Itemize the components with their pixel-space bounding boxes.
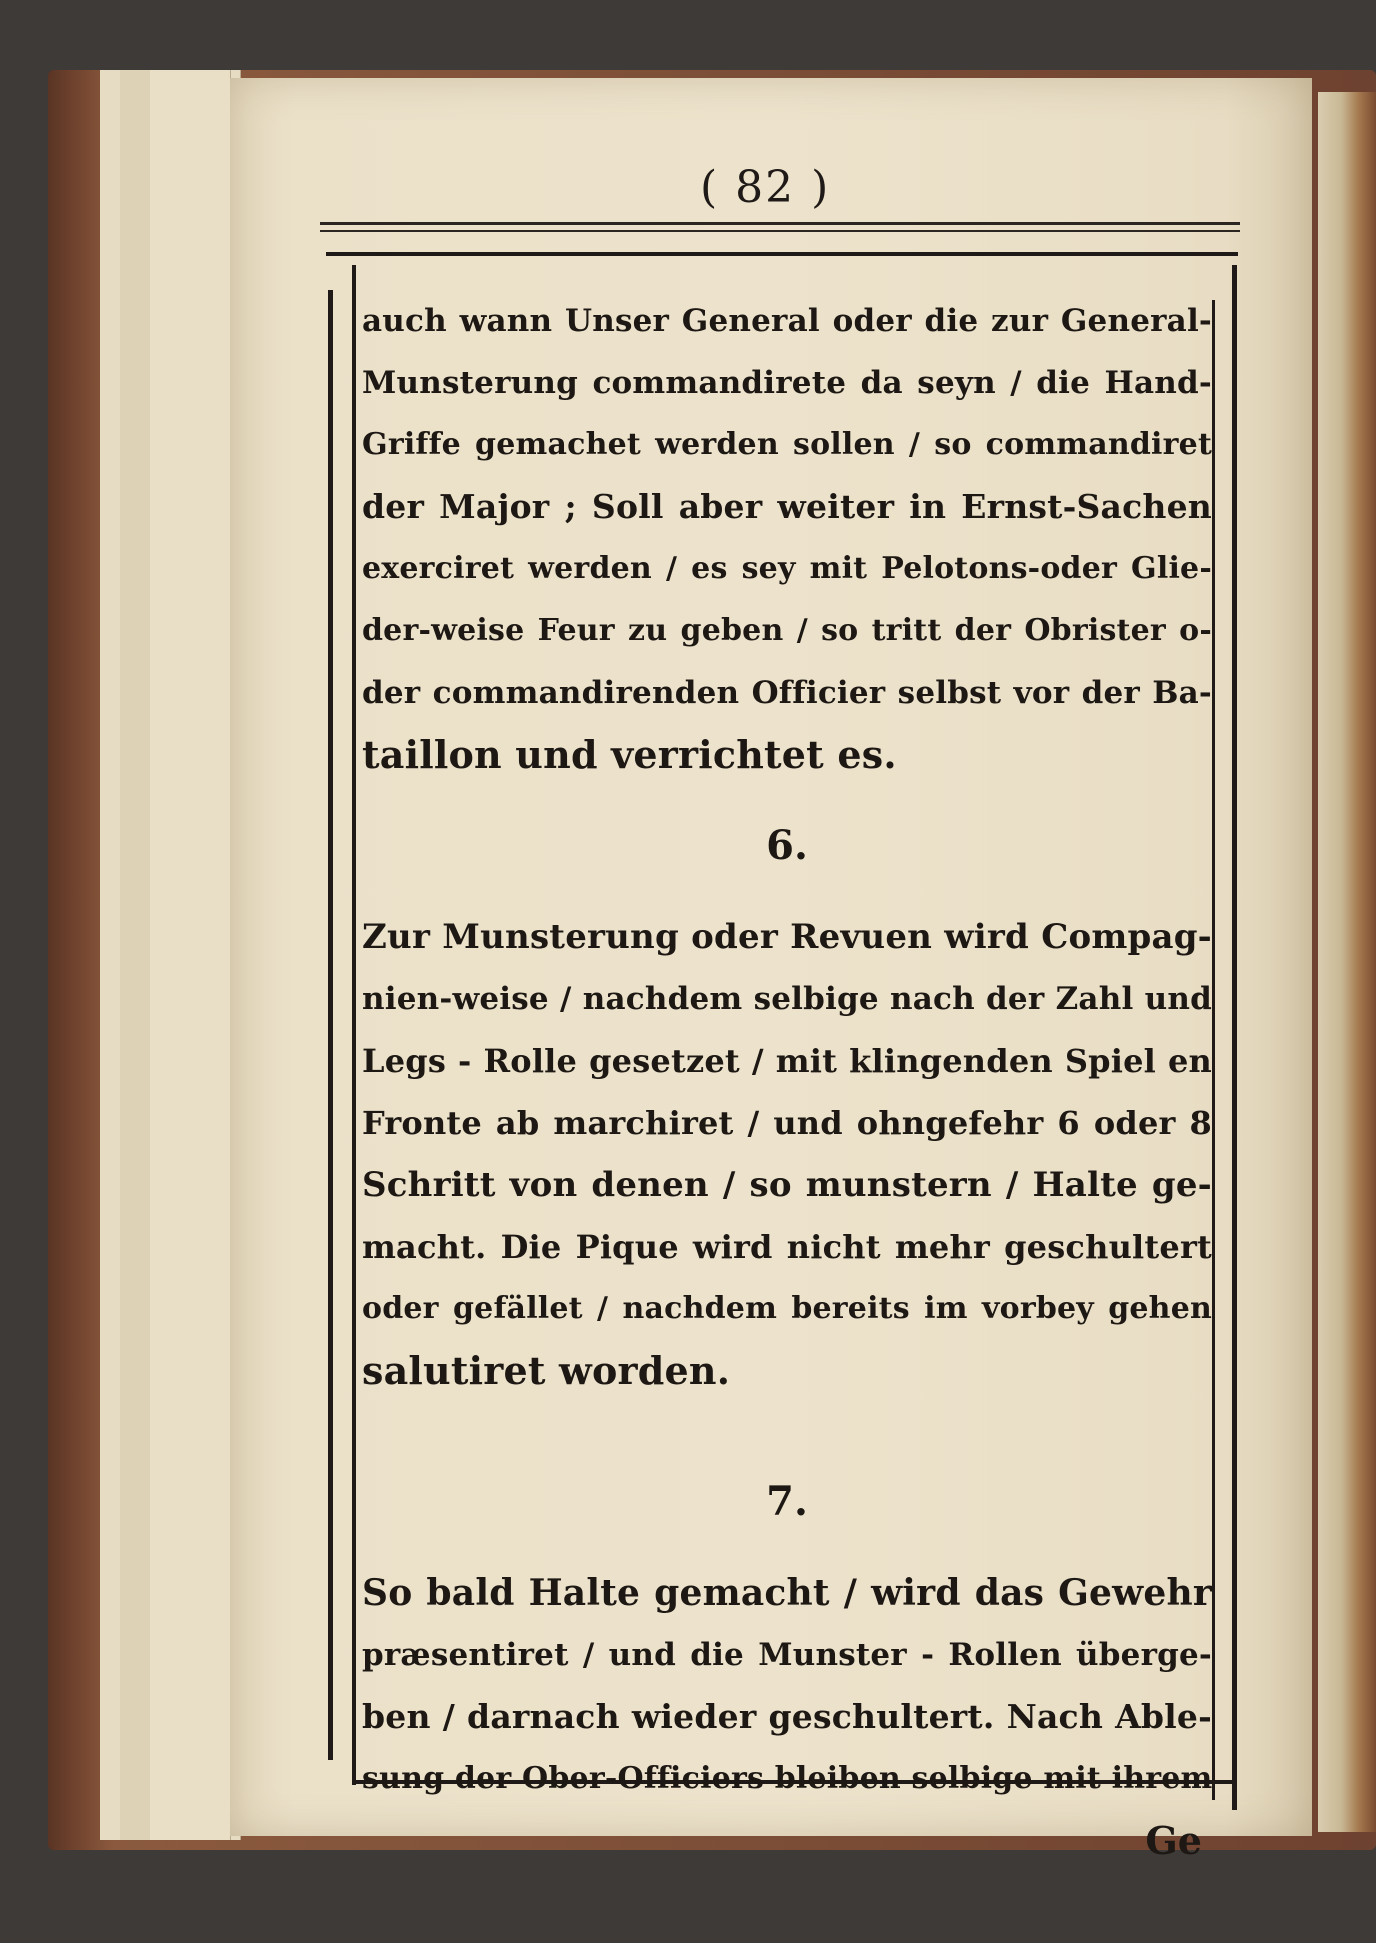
catchword: Ge [1145, 1818, 1202, 1863]
header-rule [320, 222, 1240, 225]
text-line: ben / darnach wieder geschultert. Nach Able- [362, 1697, 1212, 1736]
text-line: Munsterung commandirete da seyn / die Hand- [362, 365, 1212, 401]
text-line-last: taillon und verrichtet es. [362, 732, 897, 777]
text-line: auch wann Unser General oder die zur General- [362, 303, 1212, 339]
text-line: exerciret werden / es sey mit Pelotons-oder Glie- [362, 551, 1212, 586]
text-line: der-weise Feur zu geben / so tritt der Obrister o- [362, 613, 1212, 648]
text-frame-left-outer [328, 290, 333, 1760]
text-line: sung der Ober-Officiers bleiben selbige mit ihrem [362, 1761, 1212, 1796]
header-rule-secondary [320, 230, 1240, 232]
text-line: Legs - Rolle gesetzet / mit klingenden Spiel en [362, 1042, 1212, 1080]
paragraph-continued [362, 290, 1212, 786]
spacer [362, 1402, 1212, 1442]
page-number: ( 82 ) [700, 162, 831, 213]
text-line: Griffe gemachet werden sollen / so commandiret [362, 427, 1212, 462]
text-line: nien-weise / nachdem selbige nach der Zahl und [362, 981, 1212, 1017]
page-stack-edges-front [150, 70, 231, 1840]
text-frame-left-inner [352, 265, 356, 1785]
text-frame-right-outer [1232, 265, 1237, 1810]
text-line: Fronte ab marchiret / und ohngefehr 6 oder 8 [362, 1104, 1212, 1142]
paragraph-section-6 [362, 906, 1212, 1402]
text-line-last: salutiret worden. [362, 1348, 731, 1393]
text-line: Schritt von denen / so munstern / Halte ge- [362, 1165, 1212, 1205]
text-line: macht. Die Pique wird nicht mehr geschultert [362, 1228, 1212, 1266]
text-frame-top [326, 252, 1238, 256]
text-line: oder gefället / nachdem bereits im vorbey gehen [362, 1291, 1212, 1326]
text-line: der commandirenden Officier selbst vor der Ba- [362, 675, 1212, 711]
section-number-6: 6. [766, 822, 808, 869]
text-line: So bald Halte gemacht / wird das Gewehr [362, 1572, 1212, 1614]
facing-page-edge [1318, 92, 1376, 1832]
page-text [362, 290, 1212, 1872]
text-line: præsentiret / und die Munster - Rollen überge- [362, 1637, 1212, 1673]
section-number-7: 7. [766, 1478, 808, 1525]
paragraph-section-7 [362, 1562, 1212, 1810]
text-frame-right-inner [1212, 300, 1215, 1800]
text-line: der Major ; Soll aber weiter in Ernst-Sachen [362, 487, 1212, 526]
text-line: Zur Munsterung oder Revuen wird Compag- [362, 917, 1212, 957]
